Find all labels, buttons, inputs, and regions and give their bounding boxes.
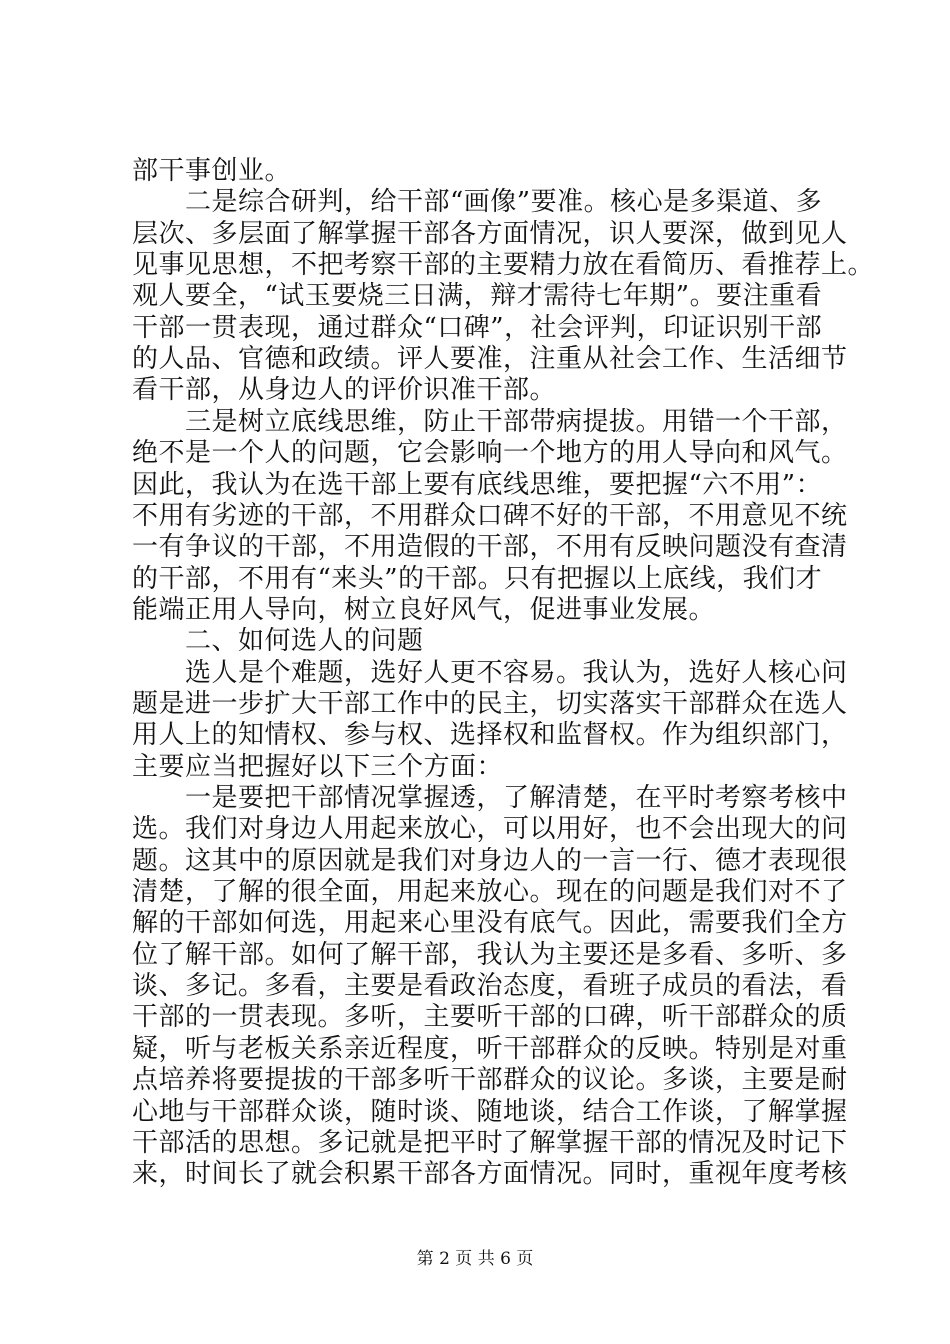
text-line: 不用有劣迹的干部，不用群众口碑不好的干部，不用意见不统: [132, 500, 848, 531]
text-line: 层次、多层面了解掌握干部各方面情况，识人要深，做到见人: [132, 218, 848, 249]
text-line: 的人品、官德和政绩。评人要准，注重从社会工作、生活细节: [132, 344, 848, 375]
text-line: 一是要把干部情况掌握透，了解清楚，在平时考察考核中: [132, 783, 848, 813]
text-line: 二、如何选人的问题: [132, 626, 424, 657]
text-line: 二是综合研判，给干部“画像”要准。核心是多渠道、多: [132, 187, 823, 218]
text-line: 看干部，从身边人的评价识准干部。: [132, 375, 557, 406]
text-line: 一有争议的干部，不用造假的干部，不用有反映问题没有查清: [132, 532, 848, 563]
text-line: 疑，听与老板关系亲近程度，听干部群众的反映。特别是对重: [132, 1033, 848, 1064]
text-line: 选。我们对身边人用起来放心，可以用好，也不会出现大的问: [132, 814, 848, 845]
text-line: 位了解干部。如何了解干部，我认为主要还是多看、多听、多: [132, 939, 848, 970]
text-line: 因此，我认为在选干部上要有底线思维，要把握“六不用”：: [132, 469, 823, 500]
text-line: 清楚，了解的很全面，用起来放心。现在的问题是我们对不了: [132, 877, 848, 908]
text-line: 题。这其中的原因就是我们对身边人的一言一行、德才表现很: [132, 845, 848, 876]
text-line: 题是进一步扩大干部工作中的民主，切实落实干部群众在选人: [132, 688, 848, 719]
text-line: 三是树立底线思维，防止干部带病提拔。用错一个干部，: [132, 406, 848, 437]
text-line: 干部一贯表现，通过群众“口碑”，社会评判，印证识别干部: [132, 312, 823, 343]
text-line: 点培养将要提拔的干部多听干部群众的议论。多谈，主要是耐: [132, 1065, 848, 1096]
text-line: 心地与干部群众谈，随时谈、随地谈，结合工作谈，了解掌握: [132, 1096, 848, 1127]
text-line: 来，时间长了就会积累干部各方面情况。同时，重视年度考核: [132, 1159, 848, 1190]
text-line: 解的干部如何选，用起来心里没有底气。因此，需要我们全方: [132, 908, 848, 939]
text-line: 见事见思想，不把考察干部的主要精力放在看简历、看推荐上。: [132, 250, 875, 281]
page-footer: 第 2 页 共 6 页: [416, 1249, 534, 1269]
text-line: 用人上的知情权、参与权、选择权和监督权。作为组织部门，: [132, 720, 848, 751]
text-line: 能端正用人导向，树立良好风气，促进事业发展。: [132, 594, 716, 625]
text-line: 干部活的思想。多记就是把平时了解掌握干部的情况及时记下: [132, 1127, 848, 1158]
text-line: 观人要全，“试玉要烧三日满，辩才需待七年期”。要注重看: [132, 281, 823, 312]
text-line: 选人是个难题，选好人更不容易。我认为，选好人核心问: [132, 657, 848, 688]
text-line: 的干部，不用有“来头”的干部。只有把握以上底线，我们才: [132, 563, 823, 594]
text-line: 绝不是一个人的问题，它会影响一个地方的用人导向和风气。: [132, 438, 848, 469]
text-line: 谈、多记。多看，主要是看政治态度，看班子成员的看法，看: [132, 971, 848, 1002]
text-line: 部干事创业。: [132, 156, 292, 186]
text-line: 干部的一贯表现。多听，主要听干部的口碑，听干部群众的质: [132, 1002, 848, 1033]
text-line: 主要应当把握好以下三个方面：: [132, 751, 504, 782]
